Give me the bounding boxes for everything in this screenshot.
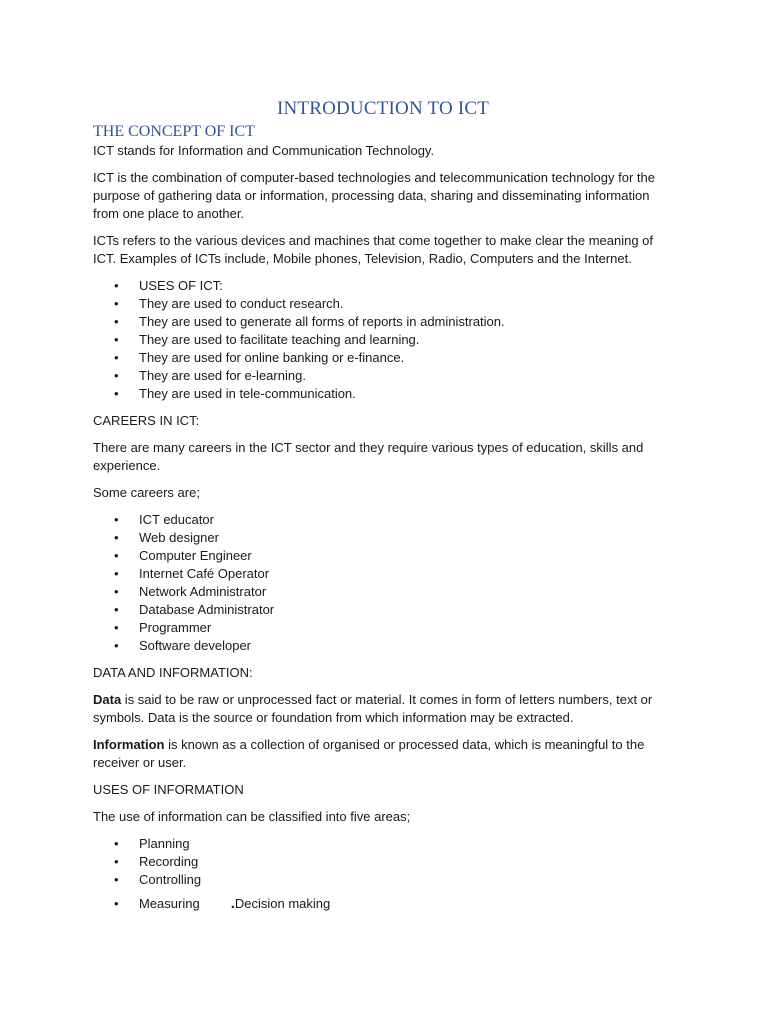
data-term: Data — [93, 692, 122, 707]
data-definition-text: is said to be raw or unprocessed fact or material. It comes in form of letters numbers, text or symbols. Data is the source or foundation from which information may be extracted. — [93, 692, 653, 725]
document-title: INTRODUCTION TO ICT — [276, 98, 490, 119]
intro-paragraph: ICT stands for Information and Communication Technology. — [93, 143, 435, 158]
list-item: • Planning — [93, 835, 673, 853]
list-item: • Recording — [93, 853, 673, 871]
definition-paragraph: ICT is the combination of computer-based technologies and telecommunication technology for the purpose of gathering data or information, processing data, sharing and disseminating information from one place to another. — [93, 170, 655, 221]
careers-list — [93, 511, 673, 655]
list-item: • They are used for e-learning. — [93, 367, 673, 385]
data-definition — [93, 691, 673, 727]
list-item: • They are used to conduct research. — [93, 295, 673, 313]
information-term: Information — [93, 737, 165, 752]
decision-making-text: Decision making — [234, 896, 331, 911]
careers-heading: CAREERS IN ICT: — [93, 413, 200, 428]
uses-of-ict-list — [93, 277, 673, 403]
list-item: • Internet Café Operator — [93, 565, 673, 583]
uses-of-information-list — [93, 835, 673, 889]
examples-paragraph: ICTs refers to the various devices and machines that come together to make clear the meaning of ICT. Examples of ICTs include, Mobile phones, Television, Radio, Computers and the Internet. — [93, 233, 654, 266]
list-item: • Controlling — [93, 871, 673, 889]
careers-intro: Some careers are; — [93, 485, 200, 500]
list-item: • They are used to generate all forms of reports in administration. — [93, 313, 673, 331]
list-item: • They are used for online banking or e-finance. — [93, 349, 673, 367]
list-item-measuring: • Measuring — [139, 896, 200, 911]
list-item: • USES OF ICT: — [93, 277, 673, 295]
list-item: • Computer Engineer — [93, 547, 673, 565]
list-item-combined — [93, 895, 673, 919]
section-subtitle: THE CONCEPT OF ICT — [93, 123, 255, 140]
uses-of-information-intro: The use of information can be classified into five areas; — [93, 809, 411, 824]
document-page — [93, 100, 673, 919]
list-item: • They are used in tele-communication. — [93, 385, 673, 403]
list-item: • Database Administrator — [93, 601, 673, 619]
list-item: • ICT educator — [93, 511, 673, 529]
information-definition-text: is known as a collection of organised or processed data, which is meaningful to the receiver or user. — [93, 737, 645, 770]
information-definition — [93, 736, 673, 772]
list-item: • Web designer — [93, 529, 673, 547]
list-item: • Programmer — [93, 619, 673, 637]
uses-of-information-heading: USES OF INFORMATION — [93, 782, 244, 797]
careers-paragraph: There are many careers in the ICT sector and they require various types of education, skills and experience. — [93, 440, 644, 473]
list-item: • Software developer — [93, 637, 673, 655]
list-item: • Network Administrator — [93, 583, 673, 601]
list-item: • They are used to facilitate teaching and learning. — [93, 331, 673, 349]
list-item-decision-making — [231, 895, 331, 913]
data-information-heading: DATA AND INFORMATION: — [93, 665, 253, 680]
